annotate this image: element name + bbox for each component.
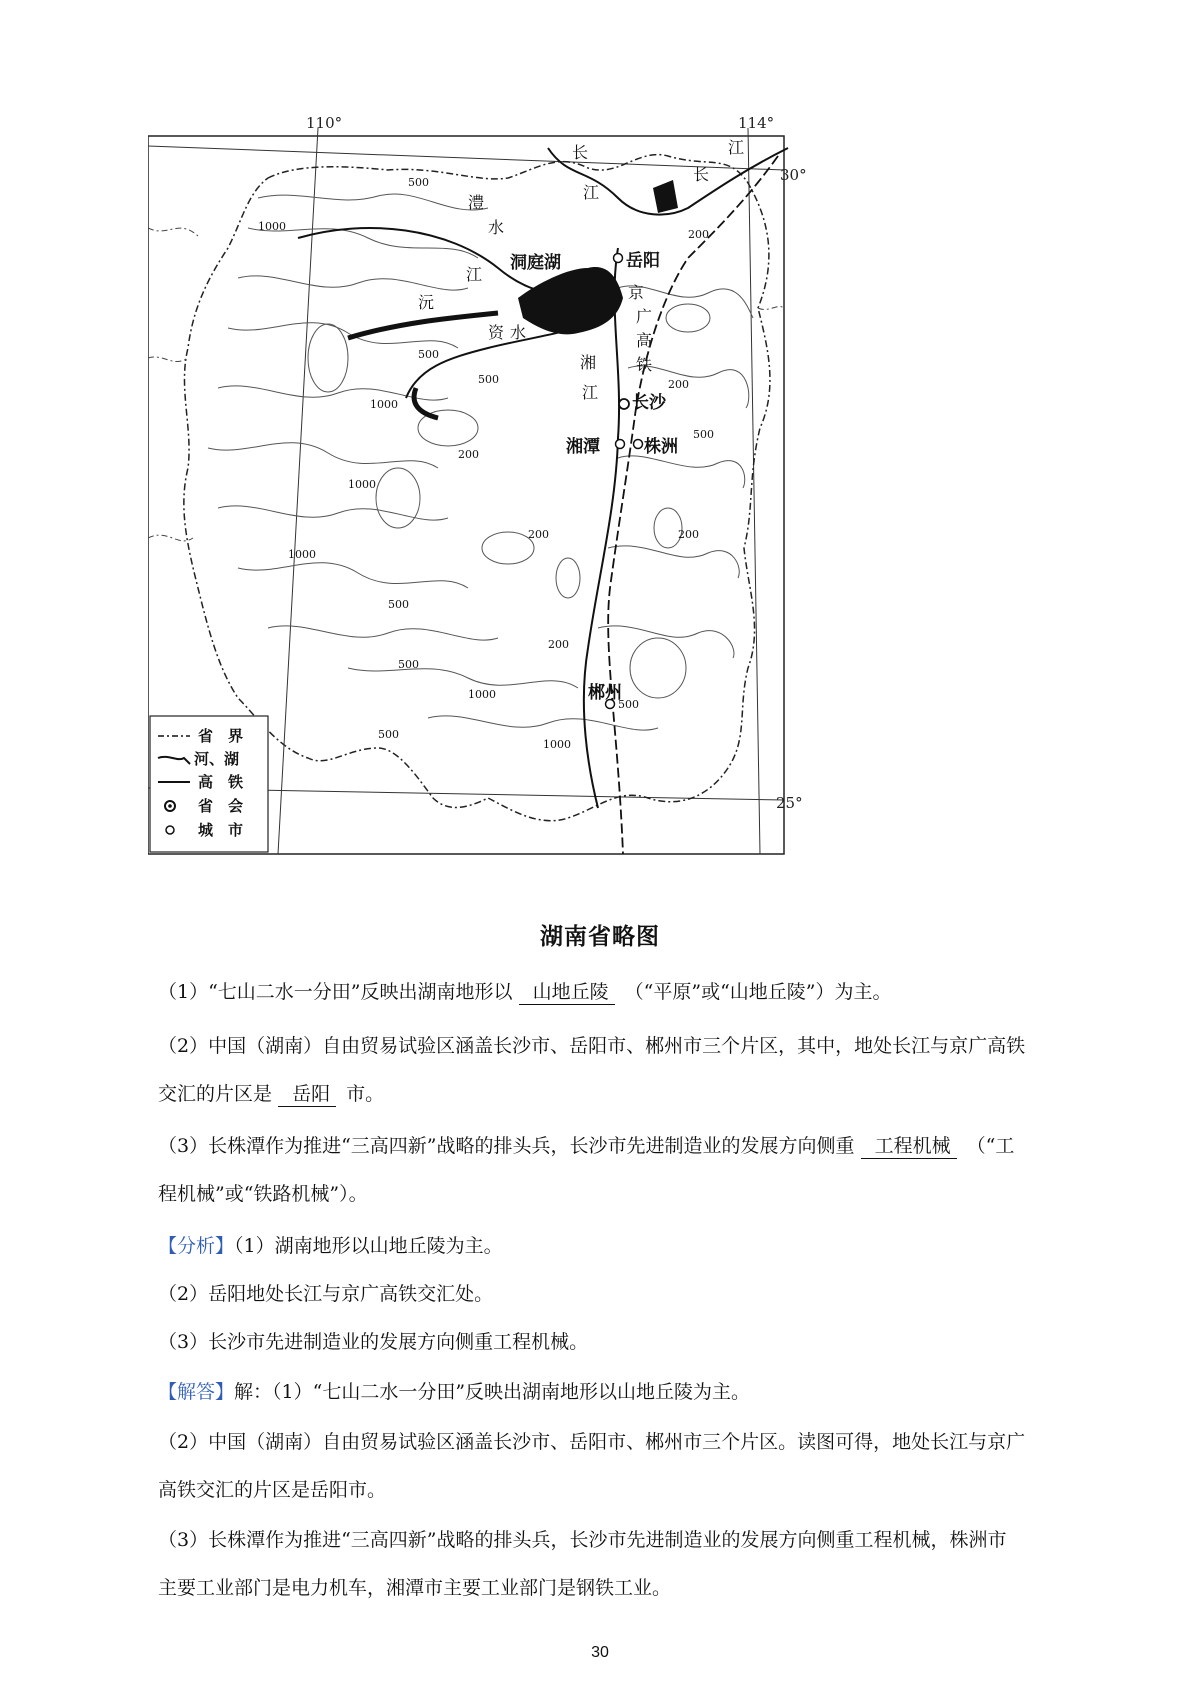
solution-line-3a: （3）长株潭作为推进“三高四新”战略的排头兵，长沙市先进制造业的发展方向侧重工程机械，株洲市 [158, 1529, 1007, 1551]
question-2-text: 交汇的片区是 [158, 1083, 273, 1105]
label-xiang: 湘 [580, 353, 597, 372]
legend-border-label: 省 界 [198, 727, 244, 745]
neighbor-border [148, 228, 198, 236]
analysis-line-1 [158, 1232, 1058, 1260]
contour-value: 1000 [258, 220, 286, 233]
label-shui: 水 [510, 323, 527, 342]
hunan-map-figure [148, 108, 824, 860]
coord-lon-110: 110° [306, 114, 343, 132]
label-shui: 水 [488, 218, 505, 237]
contour-value: 1000 [288, 548, 316, 561]
legend-river-label: 河、湖 [194, 750, 240, 768]
label-yuan: 沅 [418, 293, 435, 312]
xiangtan-dot [616, 440, 625, 449]
map-legend [150, 716, 268, 852]
question-3-line-2: 程机械”或“铁路机械”）。 [158, 1183, 368, 1205]
contour-value: 200 [528, 528, 549, 541]
lake-patch [653, 180, 678, 213]
label-chenzhou: 郴州 [588, 683, 622, 703]
question-3-text: （3）长株潭作为推进“三高四新”战略的排头兵，长沙市先进制造业的发展方向侧重 [158, 1135, 855, 1157]
question-2-suffix: 市。 [346, 1083, 385, 1105]
solution-tag: 【解答】 [158, 1381, 235, 1403]
contour-value: 1000 [468, 688, 496, 701]
question-3-line-1 [158, 1132, 1058, 1160]
analysis-line-2: （2）岳阳地处长江与京广高铁交汇处。 [158, 1283, 494, 1305]
question-3-choices: （“工 [966, 1135, 1015, 1157]
label-chang: 长 [693, 165, 710, 184]
label-jiang: 江 [583, 183, 600, 202]
question-1-choices: （“平原”或“山地丘陵”）为主。 [624, 981, 892, 1003]
analysis-tag: 【分析】 [158, 1235, 235, 1257]
hunan-map [148, 108, 824, 860]
yueyang-dot [614, 254, 623, 263]
map-caption: 湖南省略图 [540, 923, 660, 950]
label-guang: 广 [636, 307, 653, 326]
solution-text-1: 解：（1）“七山二水一分田”反映出湖南地形以山地丘陵为主。 [234, 1381, 751, 1403]
label-yueyang: 岳阳 [626, 251, 660, 271]
solution-line-2b: 高铁交汇的片区是岳阳市。 [158, 1479, 387, 1501]
coord-lon-114: 114° [738, 114, 775, 132]
zishui-reservoir [414, 388, 438, 418]
changsha-dot [619, 399, 629, 409]
xiangjiang-river [584, 248, 619, 808]
yuanjiang-river [348, 313, 498, 338]
question-1 [158, 978, 1058, 1006]
contour-value: 200 [458, 448, 479, 461]
label-chang: 长 [572, 143, 589, 162]
label-xiangtan: 湘潭 [566, 437, 600, 457]
contour-value: 500 [418, 348, 439, 361]
parallel-30 [148, 146, 784, 170]
meridian-114 [748, 128, 760, 854]
question-2-line-1: （2）中国（湖南）自由贸易试验区涵盖长沙市、岳阳市、郴州市三个片区，其中，地处长江与京广高铁 [158, 1035, 1026, 1057]
label-li: 澧 [468, 193, 485, 212]
label-tie: 铁 [636, 355, 653, 374]
neighbor-border [148, 357, 188, 362]
contour-value: 200 [548, 638, 569, 651]
legend-railway-label: 高 铁 [198, 773, 244, 791]
label-jing: 京 [628, 283, 645, 302]
neighbor-border [758, 307, 784, 310]
question-1-answer: 山地丘陵 [519, 980, 615, 1005]
question-2-answer: 岳阳 [278, 1082, 336, 1107]
contour-value: 1000 [370, 398, 398, 411]
dongting-lake [518, 267, 623, 334]
label-jiang: 江 [582, 383, 599, 402]
coord-lat-25: 25° [776, 794, 803, 812]
label-gao: 高 [636, 331, 653, 350]
contour-value: 500 [408, 176, 429, 189]
solution-line-2a: （2）中国（湖南）自由贸易试验区涵盖长沙市、岳阳市、郴州市三个片区。读图可得，地处长江与京广 [158, 1431, 1026, 1453]
label-zi: 资 [488, 323, 505, 342]
analysis-line-3: （3）长沙市先进制造业的发展方向侧重工程机械。 [158, 1331, 589, 1353]
contour-value: 500 [618, 698, 639, 711]
legend-city-label: 城 市 [198, 821, 244, 839]
legend-capital-center [168, 804, 172, 808]
label-changsha: 长沙 [632, 393, 666, 413]
page-number: 30 [591, 1644, 609, 1661]
question-1-text: （1）“七山二水一分田”反映出湖南地形以 [158, 981, 513, 1003]
question-2-line-2 [158, 1080, 1058, 1108]
label-jiang: 江 [466, 265, 483, 284]
contour-value: 500 [478, 373, 499, 386]
contour-value: 200 [668, 378, 689, 391]
label-zhuzhou: 株洲 [644, 437, 678, 457]
contour-value: 500 [398, 658, 419, 671]
analysis-text-1: （1）湖南地形以山地丘陵为主。 [234, 1235, 503, 1257]
zhuzhou-dot [634, 440, 643, 449]
label-dongting: 洞庭湖 [510, 253, 561, 273]
solution-line-1 [158, 1378, 1058, 1406]
legend-city-symbol [166, 826, 174, 834]
solution-line-3b: 主要工业部门是电力机车，湘潭市主要工业部门是钢铁工业。 [158, 1577, 672, 1599]
contour-value: 1000 [348, 478, 376, 491]
contour-value: 500 [693, 428, 714, 441]
contour-value: 1000 [543, 738, 571, 751]
contour-value: 200 [688, 228, 709, 241]
legend-capital-label: 省 会 [198, 797, 244, 815]
contour-value: 200 [678, 528, 699, 541]
coord-lat-30: 30° [780, 166, 807, 184]
contour-value: 500 [388, 598, 409, 611]
contour-value: 500 [378, 728, 399, 741]
label-jiang: 江 [728, 138, 745, 157]
question-3-answer: 工程机械 [861, 1134, 957, 1159]
